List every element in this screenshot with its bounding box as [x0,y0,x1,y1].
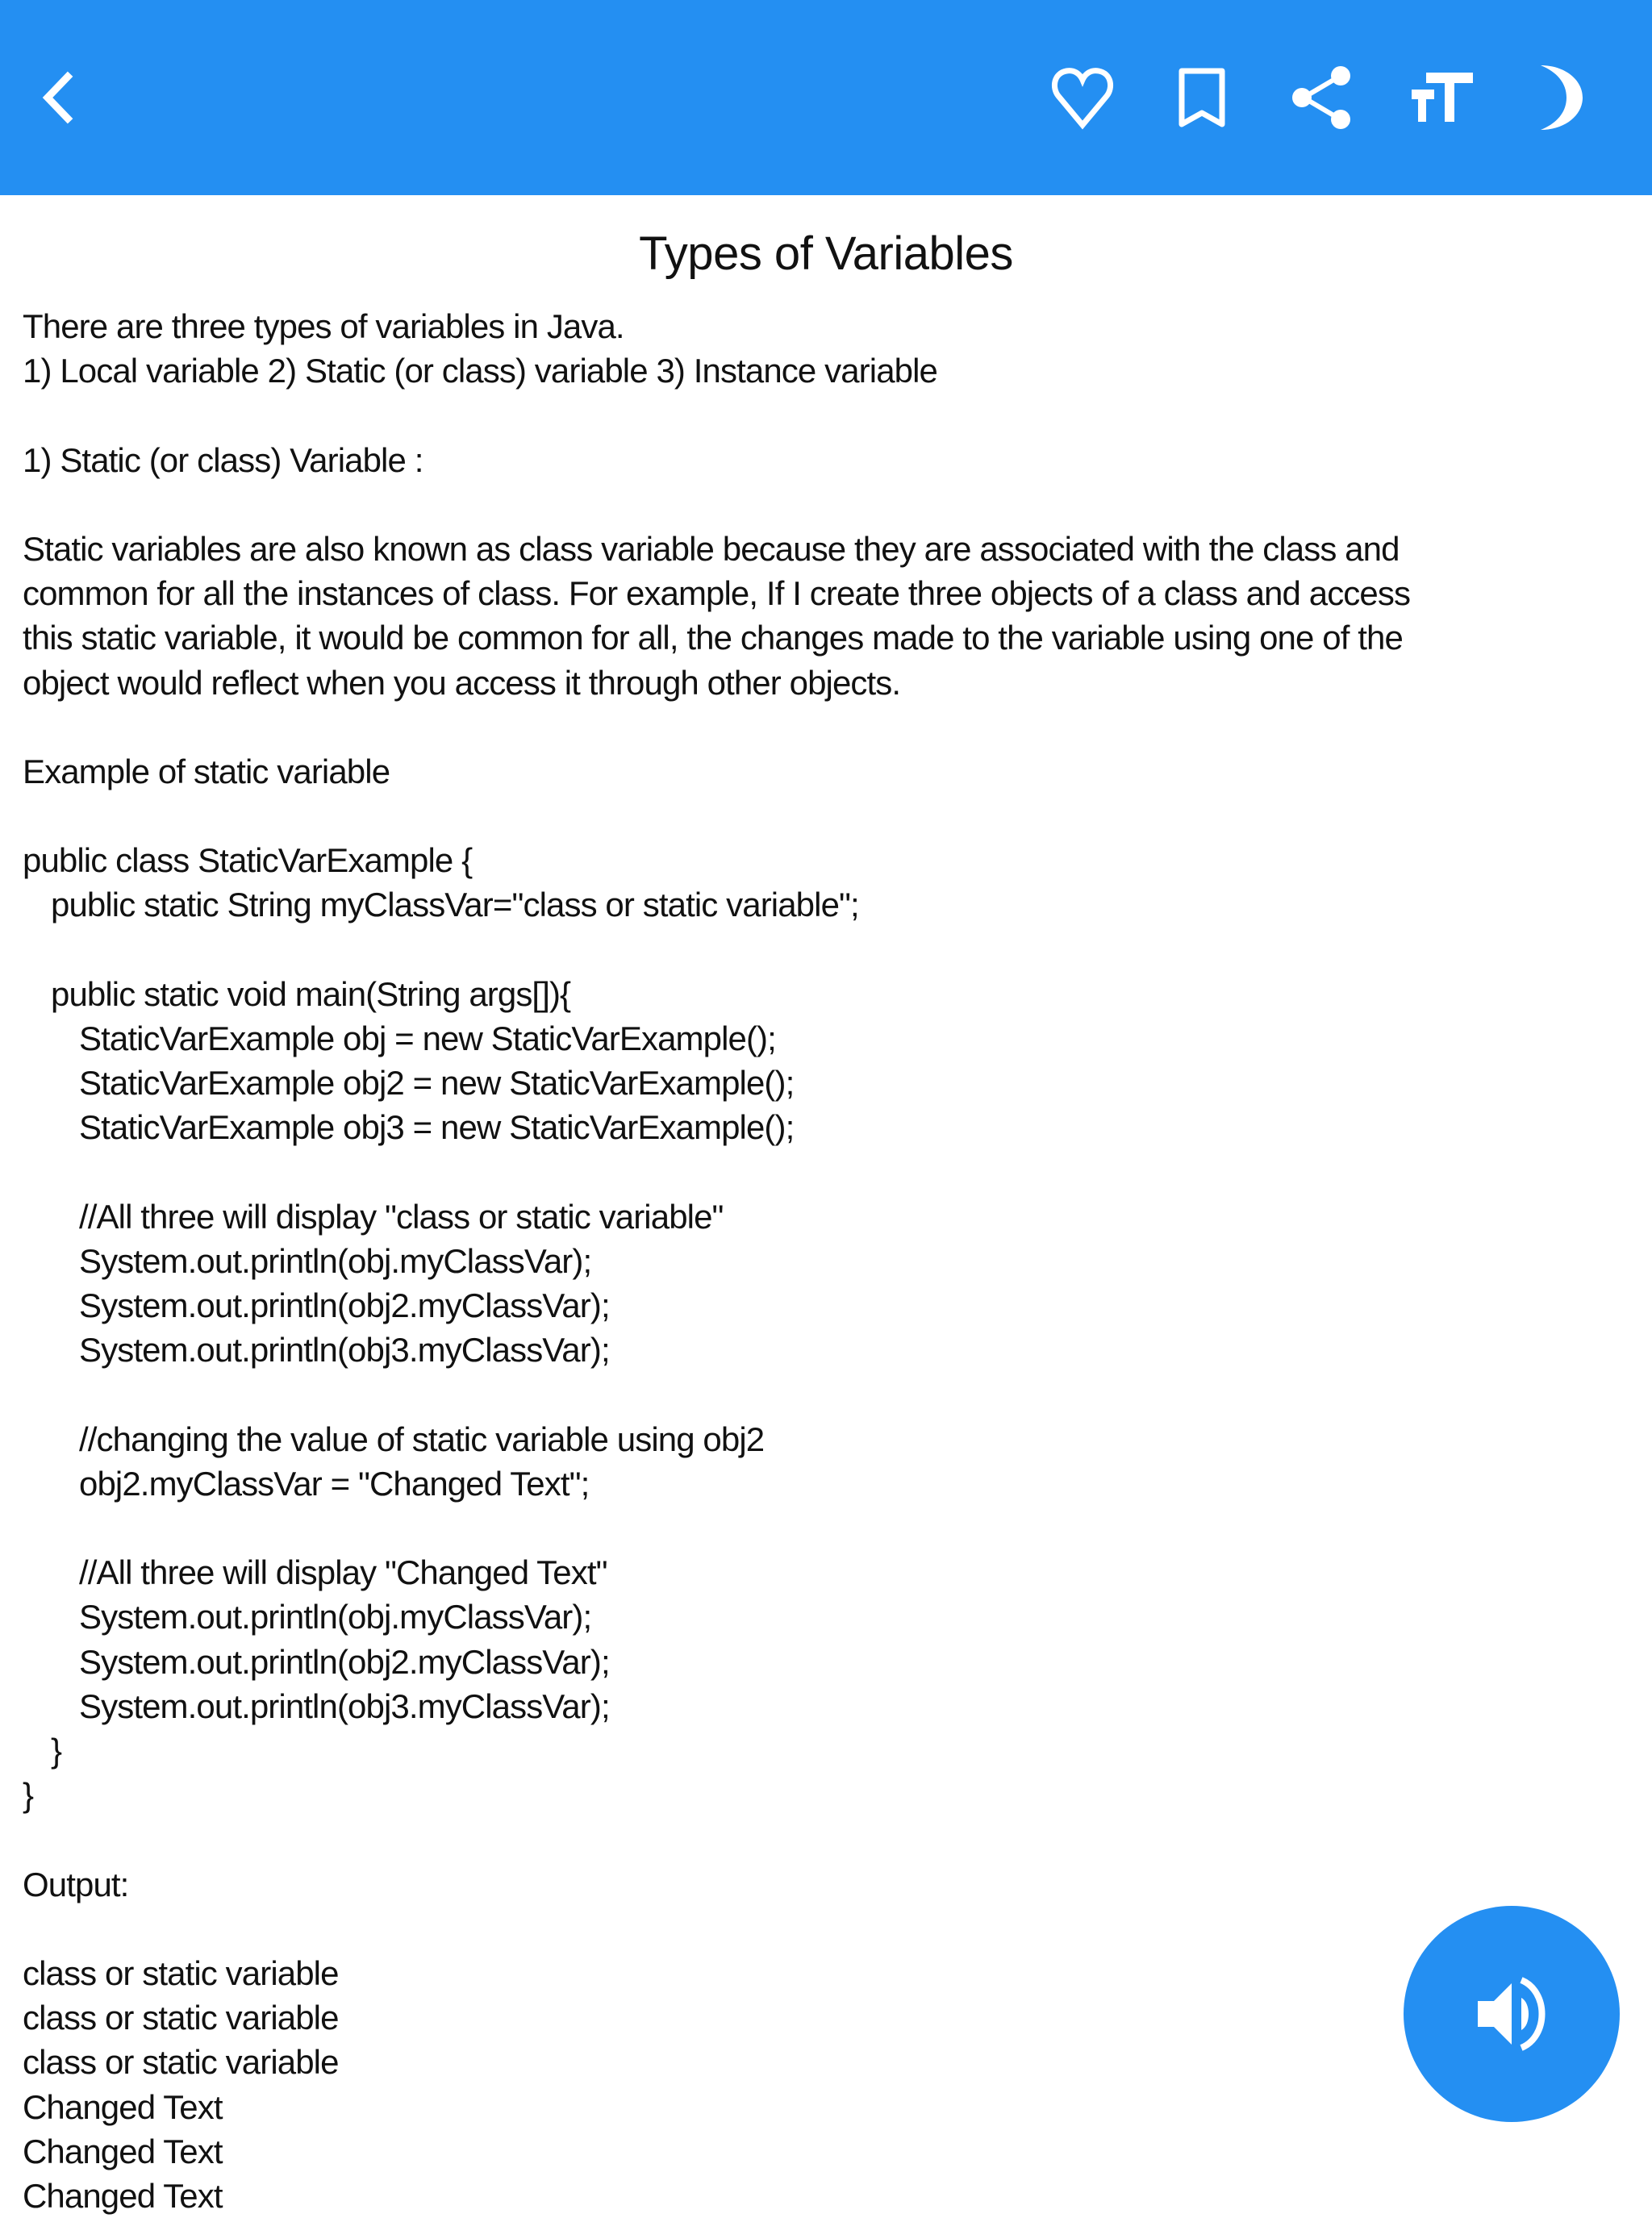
blank-line [23,482,1628,527]
text-line: //All three will display "Changed Text" [79,1553,607,1592]
blank-line [23,1506,1628,1550]
text-line: Changed Text [23,2176,223,2215]
text-line: There are three types of variables in Java. [23,307,624,345]
text-line: StaticVarExample obj = new StaticVarExample(); [79,1019,776,1057]
article-body [23,304,1628,2218]
text-line: public static void main(String args[]){ [51,974,571,1013]
text-line: obj2.myClassVar = "Changed Text"; [79,1464,590,1503]
text-line: Changed Text [23,2087,223,2126]
text-size-icon [1410,65,1475,130]
text-line: public class StaticVarExample { [23,841,473,880]
text-line: } [51,1732,62,1770]
blank-line [23,705,1628,749]
bookmark-button[interactable] [1170,65,1234,130]
text-line: System.out.println(obj.myClassVar); [79,1241,592,1280]
blank-line [23,393,1628,437]
back-button[interactable] [23,65,88,130]
text-line: class or static variable [23,1999,339,2037]
text-line: Example of static variable [23,752,390,790]
text-line: //changing the value of static variable using obj2 [79,1420,765,1458]
text-line: common for all the instances of class. For example, If I create three objects of a class and access [23,574,1411,613]
moon-icon [1529,65,1594,130]
text-line: System.out.println(obj.myClassVar); [79,1598,592,1636]
text-line: this static variable, it would be common for all, the changes made to the variable using one of the [23,619,1403,657]
text-line: Static variables are also known as class variable because they are associated with the class and [23,529,1400,568]
blank-line [23,794,1628,838]
text-line: System.out.println(obj2.myClassVar); [79,1642,610,1681]
favorite-button[interactable] [1050,65,1115,130]
text-line: System.out.println(obj3.myClassVar); [79,1686,610,1725]
blank-line [23,1907,1628,1951]
share-button[interactable] [1289,65,1354,130]
text-line: public static String myClassVar="class or static variable"; [51,886,859,924]
text-line: object would reflect when you access it through other objects. [23,663,901,702]
text-line: StaticVarExample obj3 = new StaticVarExample(); [79,1108,795,1147]
text-line: } [23,1776,34,1815]
heart-outline-icon [1050,65,1115,130]
share-icon [1289,65,1354,130]
text-size-button[interactable] [1410,65,1475,130]
blank-line [23,928,1628,972]
text-line: StaticVarExample obj2 = new StaticVarExample(); [79,1064,795,1103]
blank-line [23,1150,1628,1194]
speaker-volume-icon [1471,1974,1552,2054]
chevron-left-icon [23,65,88,130]
blank-line [23,1817,1628,1862]
page-title: Types of Variables [639,227,1013,280]
text-to-speech-button[interactable] [1404,1906,1620,2122]
text-line: System.out.println(obj2.myClassVar); [79,1286,610,1325]
blank-line [23,1373,1628,1417]
bookmark-outline-icon [1170,65,1234,130]
app-bar [0,0,1652,195]
text-line: //All three will display "class or static variable" [79,1197,724,1236]
text-line: Changed Text [23,2132,223,2170]
text-line: 1) Local variable 2) Static (or class) variable 3) Instance variable [23,352,937,390]
text-line: 1) Static (or class) Variable : [23,440,423,479]
night-mode-button[interactable] [1529,65,1594,130]
text-line: class or static variable [23,2043,339,2082]
text-line: class or static variable [23,1953,339,1992]
text-line: Output: [23,1865,129,1903]
text-line: System.out.println(obj3.myClassVar); [79,1331,610,1370]
